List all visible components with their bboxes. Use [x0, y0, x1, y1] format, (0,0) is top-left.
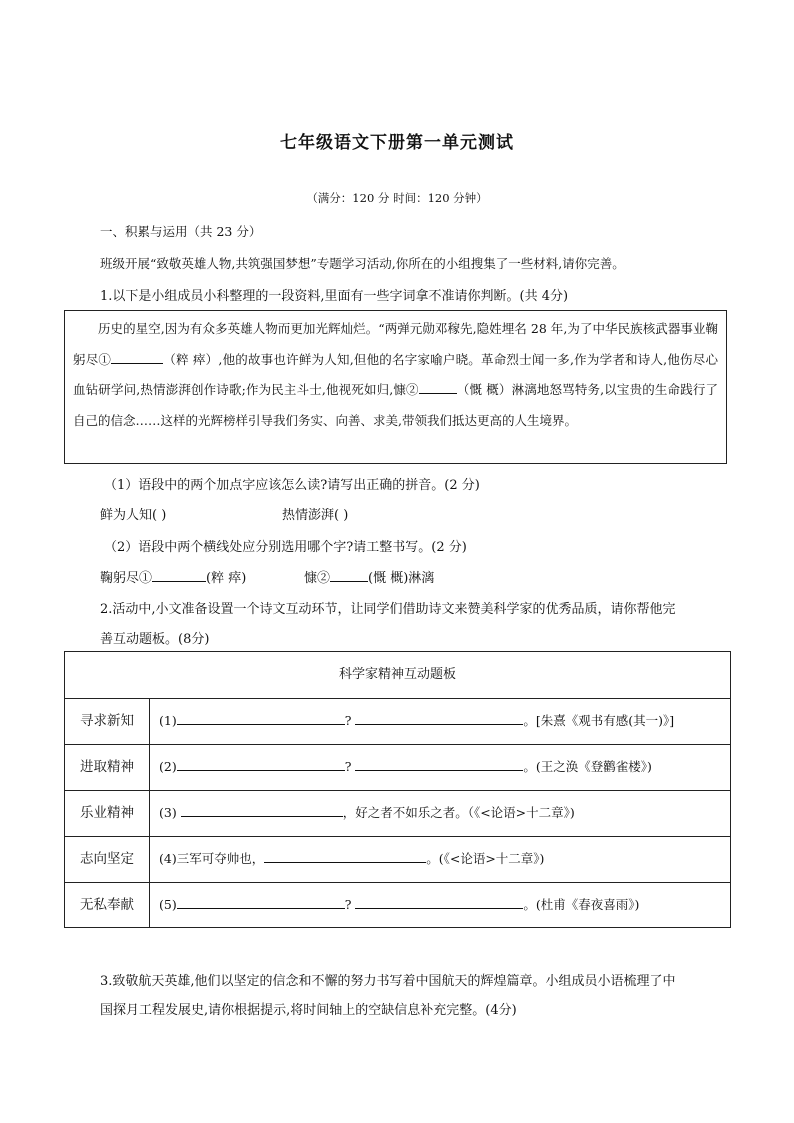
pinyin-item-1[interactable]: 鲜为人知( ): [100, 508, 167, 523]
row-content: (2) ? 。(王之涣《登鹳雀楼》): [159, 744, 652, 790]
table-row: [65, 882, 730, 928]
row-content: (5) ? 。(杜甫《春夜喜雨》): [159, 882, 639, 928]
blank-1[interactable]: [111, 349, 163, 364]
answer-blank[interactable]: [264, 848, 426, 863]
row-content: (4)三军可夺帅也， 。(《<论语>十二章》): [159, 836, 544, 882]
sub-question-1: （1）语段中的两个加点字应该怎么读?请写出正确的拼音。(2 分): [104, 478, 480, 493]
question-3-stem-line2: 国探月工程发展史,请你根据提示,将时间轴上的空缺信息补充完整。(4分): [100, 1003, 517, 1018]
question-1-stem: 1.以下是小组成员小科整理的一段资料,里面有一些字词拿不准请你判断。(共 4分): [100, 289, 569, 304]
row-category: 志向坚定: [65, 836, 150, 882]
char-item-2: 慷② (慨 概)淋漓: [304, 567, 434, 586]
answer-blank[interactable]: [355, 756, 523, 771]
table-row: [65, 836, 730, 883]
passage-box: [64, 310, 727, 464]
table-row: [65, 698, 730, 745]
table-row: [65, 790, 730, 837]
answer-blank[interactable]: [177, 894, 345, 909]
pinyin-item-2[interactable]: 热情澎湃( ): [282, 508, 349, 523]
page-title: 七年级语文下册第一单元测试: [280, 133, 514, 153]
question-2-stem-line1: 2.活动中,小文准备设置一个诗文互动环节，让同学们借助诗文来赞美科学家的优秀品质，请你帮他完: [100, 602, 676, 617]
row-category: 寻求新知: [65, 698, 150, 744]
sub-question-2: （2）语段中两个横线处应分别选用哪个字?请工整书写。(2 分): [104, 540, 467, 555]
char-item-1: 鞠躬尽① (粹 瘁): [100, 567, 246, 586]
answer-blank[interactable]: [355, 710, 523, 725]
table-title: 科学家精神互动题板: [65, 652, 730, 699]
blank-2[interactable]: [419, 379, 457, 394]
question-2-stem-line2: 善互动题板。(8分): [100, 632, 210, 647]
answer-blank[interactable]: [177, 710, 345, 725]
char-blank-1[interactable]: [152, 567, 206, 582]
row-category: 乐业精神: [65, 790, 150, 836]
poetry-table: [64, 651, 731, 928]
answer-blank[interactable]: [355, 894, 523, 909]
row-category: 进取精神: [65, 744, 150, 790]
row-content: (1) ? 。[朱熹《观书有感(其一)》]: [159, 698, 674, 744]
passage-text: 历史的星空,因为有众多英雄人物而更加光辉灿烂。“两弹元勋邓稼先,隐姓埋名 28 年,为了中华民族核武器事业鞠躬尽① （粹 瘁）,他的故事也许鲜为人知,但他的名字家喻户晓。革命烈士闻一多,作为学者和诗人,他伤尽心血钻研学问,热情澎湃创作诗歌;作为民主斗士,他视死如归,慷② （慨 概）淋漓地怒骂特务,以宝贵的生命践行了自己的信念……这样的光辉榜样引导我们务实、向善、求美,带领我们抵达更高的人生境界。: [73, 321, 718, 428]
exam-info: （满分：120 分 时间：120 分钟）: [306, 191, 488, 205]
table-row: [65, 744, 730, 791]
row-content: (3) ，好之者不如乐之者。（《<论语>十二章》): [159, 790, 575, 836]
answer-blank[interactable]: [181, 802, 343, 817]
question-3-stem-line1: 3.致敬航天英雄,他们以坚定的信念和不懈的努力书写着中国航天的辉煌篇章。小组成员小语梳理了中: [100, 974, 676, 989]
char-blank-2[interactable]: [330, 567, 368, 582]
section-heading: 一、积累与运用（共 23 分）: [100, 224, 262, 239]
answer-blank[interactable]: [177, 756, 345, 771]
activity-intro: 班级开展“致敬英雄人物,共筑强国梦想”专题学习活动,你所在的小组搜集了一些材料,请你完善。: [100, 256, 625, 271]
row-category: 无私奉献: [65, 882, 150, 928]
